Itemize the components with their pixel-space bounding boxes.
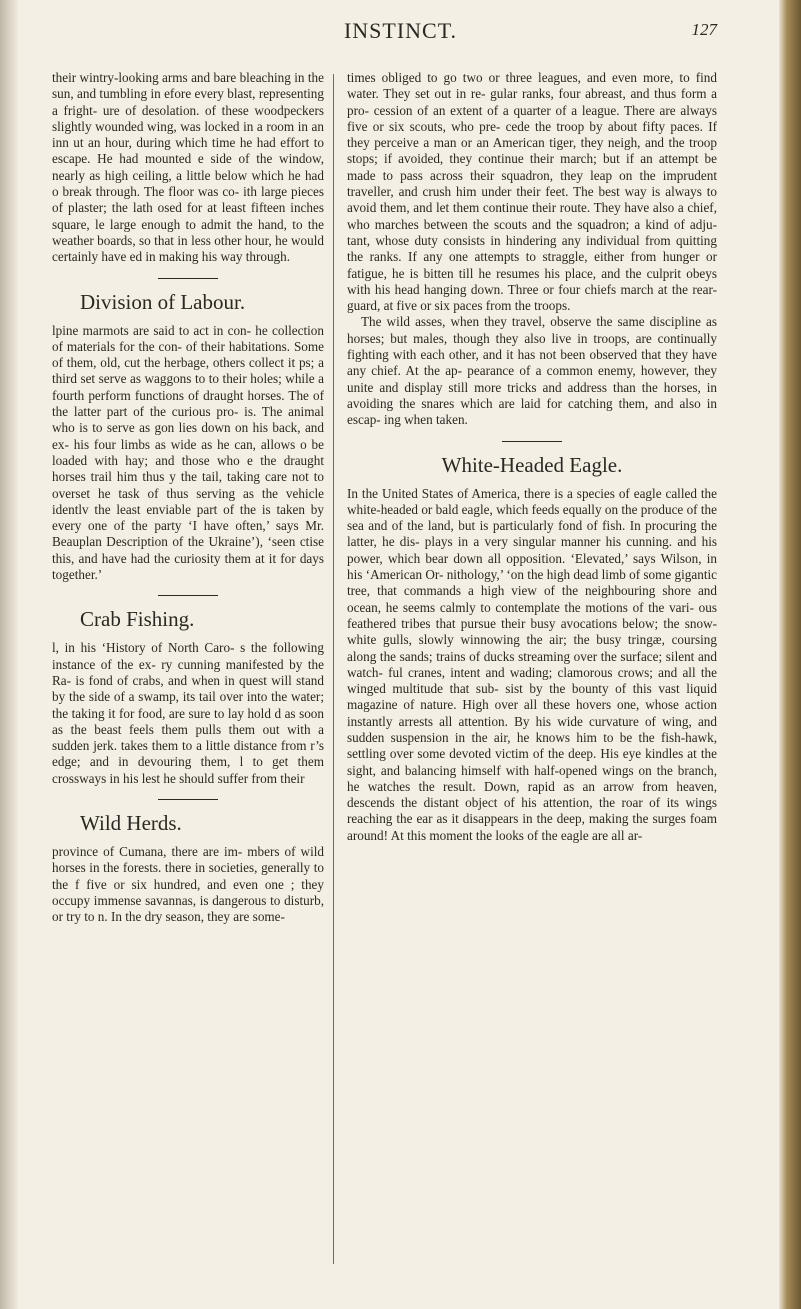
section-rule bbox=[158, 799, 218, 800]
heading-division-of-labour: Division of Labour. bbox=[80, 289, 246, 314]
page-header bbox=[0, 8, 801, 58]
left-opening-paragraph: their wintry-looking arms and bare bleaching in the sun, and tumbling in efore every blast, representing a fright- ure of desolation. of these woodpeckers slightly wounded wing, was locked in a room in an inn ut an hour, during which time he had effort to escape. He had mounted e side of the window, nearly as high ceiling, a little below which he had o break through. The floor was co- ith large pieces of plaster; the lath osed for at least fifteen inches square, le large enough to admit the hand, to the weather boards, so that in less other hour, he would certainly have ed in making his way through. bbox=[52, 70, 324, 265]
wild-herds-text: province of Cumana, there are im- mbers of wild horses in the forests. there in societies, generally to the f five or six hundred, and even one ; they occupy immense savannas, is dangerous to disturb, or try to n. In the dry season, they are some- bbox=[52, 843, 324, 925]
left-column bbox=[52, 70, 324, 925]
right-opening-paragraph-2: The wild asses, when they travel, observe the same discipline as horses; but males, though they also live in troops, are continually fighting with each other, and it has not been observed that they have any chief. At the ap- pearance of a common enemy, however, they unite and display still more tricks and address than the horses, in avoiding the snares which are laid for catching them, and also in escap- ing when taken. bbox=[347, 314, 717, 428]
right-opening-paragraph-1: times obliged to go two or three leagues, and even more, to find water. They set out in re- gular ranks, four abreast, and thus form a pro- cession of an extent of a quarter of a league. There are always five or six scouts, who pre- cede the troop by about fifty paces. If they perceive a man or an American tiger, they neigh, and the troop stops; if avoided, they continue their march; but if an attempt be made to pass across their squadron, they leap on the imprudent traveller, and crush him under their feet. The best way is always to avoid them, and let them continue their route. They have also a chief, who marches between the scouts and the squadron; a kind of adju- tant, whose duty consists in hindering any individual from quitting the ranks. If any one attempts to straggle, either from hunger or fatigue, he is bitten till he resumes his place, and the culprit obeys with his head hanging down. Three or four chiefs march at the rear-guard, at five or six paces from the troops. bbox=[347, 70, 717, 314]
page-number: 127 bbox=[691, 20, 717, 39]
crab-fishing-text: l, in his ‘History of North Caro- s the following instance of the ex- ry cunning manifested by the Ra- is fond of crabs, and when in quest will stand by the side of a swamp, its tail over into the water; the taking it for food, are sure to lay hold d as soon as the beast feels them pulls them out with a sudden jerk. takes them to a little distance from r’s edge; and in devouring them, l to get them crossways in his lest he should suffer from their bbox=[52, 640, 324, 786]
section-rule bbox=[158, 595, 218, 596]
division-of-labour-text: lpine marmots are said to act in con- he collection of materials for the con- of their habitations. Some of them, old, cut the herbage, others collect it ps; a third set serve as waggons to to their holes; while a fourth perform functions of draught horses. The of the latter part of the curious pro- is. The animal who is to serve as gon lies down on his back, and ex- his four limbs as wide as he can, allows o be loaded with hay; and those who e the draught horses trail him thus y the tail, taking care not to overset he task of thus serving as the vehicle identlv the least enviable part of the is taken by every one of the party ‘I have often,’ says Mr. Beauplan Description of the Ukraine’), ‘seen ctise this, and have had the curiosity them at it for days together.’ bbox=[52, 322, 324, 583]
heading-white-headed-eagle: White-Headed Eagle. bbox=[441, 452, 623, 477]
column-divider bbox=[333, 74, 334, 1264]
section-rule bbox=[158, 278, 218, 279]
page-binding-shadow bbox=[0, 0, 18, 1309]
section-rule bbox=[502, 441, 562, 442]
heading-wild-herds: Wild Herds. bbox=[80, 810, 182, 835]
right-column bbox=[347, 70, 717, 844]
heading-crab-fishing: Crab Fishing. bbox=[80, 607, 195, 632]
page-edge bbox=[779, 0, 801, 1309]
white-headed-eagle-text: In the United States of America, there is a species of eagle called the white-headed or bald eagle, which feeds equally on the produce of the sea and of the land, but is particularly fond of fish. In procuring the latter, he dis- plays in a very singular manner his cunning. and his power, which bear down all opposition. ‘Elevated,’ says Wilson, in his ‘American Or- nithology,’ ‘on the high dead limb of some gigantic tree, that commands a high view of the neighbouring shore and ocean, he seems calmly to contemplate the motions of the vari- ous feathered tribes that pursue their busy avocations below; the snow-white gulls, slowly winnowing the air; the busy tringæ, coursing along the sands; trains of ducks streaming over the surface; silent and watch- ful cranes, intent and wading; clamorous crows; and all the winged multitude that sub- sist by the bounty of this vast liquid magazine of nature. High over all these hovers one, whose action instantly arrests all attention. By his wide curvature of wing, and sudden suspension in the air, he knows him to be the fish-hawk, settling over some devoted victim of the deep. His eye kindles at the sight, and balancing himself with half-opened wings on the branch, he watches the result. Down, rapid as an arrow from heaven, descends the distant object of his attention, the roar of its wings reaching the ear as it disappears in the deep, making the surges foam around! At this moment the looks of the eagle are all ar- bbox=[347, 485, 717, 843]
running-title: INSTINCT. bbox=[343, 18, 458, 43]
